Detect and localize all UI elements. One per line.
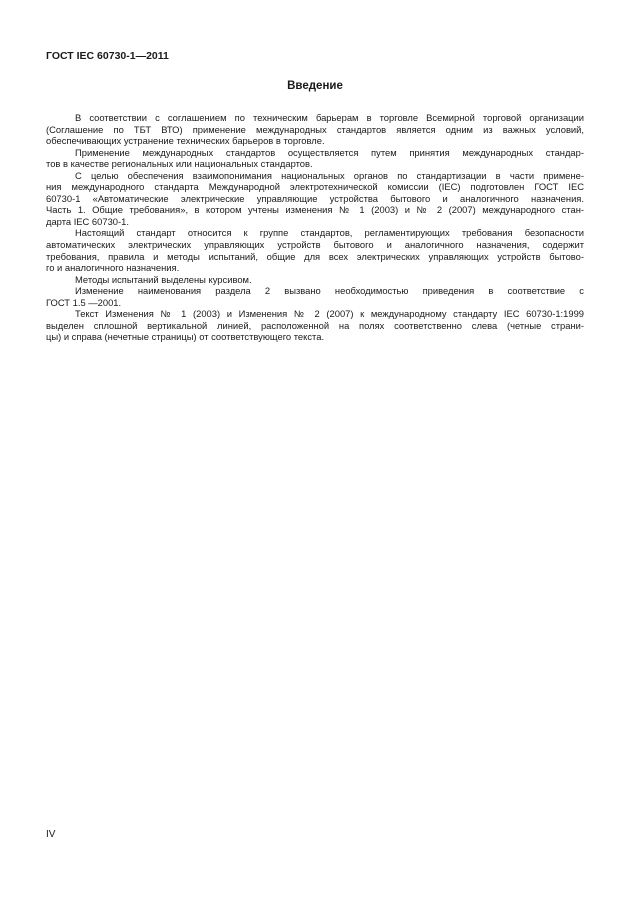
text-line: Настоящий стандарт относится к группе стандартов, регламентирующих требования безопасности (75, 227, 584, 239)
text-line: цы) и справа (нечетные страницы) от соответствующего текста. (46, 331, 325, 343)
document-header: ГОСТ IEC 60730-1—2011 (46, 50, 169, 62)
page-number: IV (46, 829, 56, 840)
text-line: Изменение наименования раздела 2 вызвано необходимостью приведения в соответствие с (75, 285, 584, 297)
text-line: С целью обеспечения взаимопонимания национальных органов по стандартизации в части примене- (75, 169, 584, 181)
section-title: Введение (287, 80, 343, 92)
text-line: В соответствии с соглашением по техническим барьерам в торговле Всемирной торговой организации (75, 112, 584, 123)
text-line: Часть 1. Общие требования», в котором учтены изменения № 1 (2003) и № 2 (2007) международного стан- (46, 204, 584, 216)
text-line: Применение международных стандартов осуществляется путем принятия международных стандар- (75, 146, 584, 158)
text-line: 60730-1 «Автоматические электрические управляющие устройства бытового и аналогичного назначения. (46, 192, 584, 204)
text-line: обеспечивающих устранение технических барьеров в торговле. (46, 135, 325, 147)
text-line: Текст Изменения № 1 (2003) и Изменения № 2 (2007) к международному стандарту IEC 60730-1:1999 (75, 308, 584, 320)
text-line: тов в качестве региональных или национальных стандартов. (46, 158, 313, 170)
text-line: автоматических электрических управляющих устройств бытового и аналогичного назначения, содержит (46, 239, 584, 251)
text-line: (Соглашение по ТБТ ВТО) применение международных стандартов является одним из важных условий, (46, 123, 584, 135)
text-line: го и аналогичного назначения. (46, 262, 180, 274)
text-line: ГОСТ 1.5 —2001. (46, 296, 122, 308)
text-line: Методы испытаний выделены курсивом. (75, 273, 252, 285)
text-line: ния международного стандарта Международной электротехнической комиссии (IEC) подготовлен ГОСТ IEC (46, 181, 584, 193)
introduction-body (46, 112, 584, 343)
text-line: дарта IEC 60730-1. (46, 215, 129, 227)
text-line: требования, правила и методы испытаний, общие для всех электрических управляющих устройств бытово- (46, 250, 584, 262)
text-line: выделен сплошной вертикальной линией, расположенной на полях соответственно слева (четные страни- (46, 319, 584, 331)
